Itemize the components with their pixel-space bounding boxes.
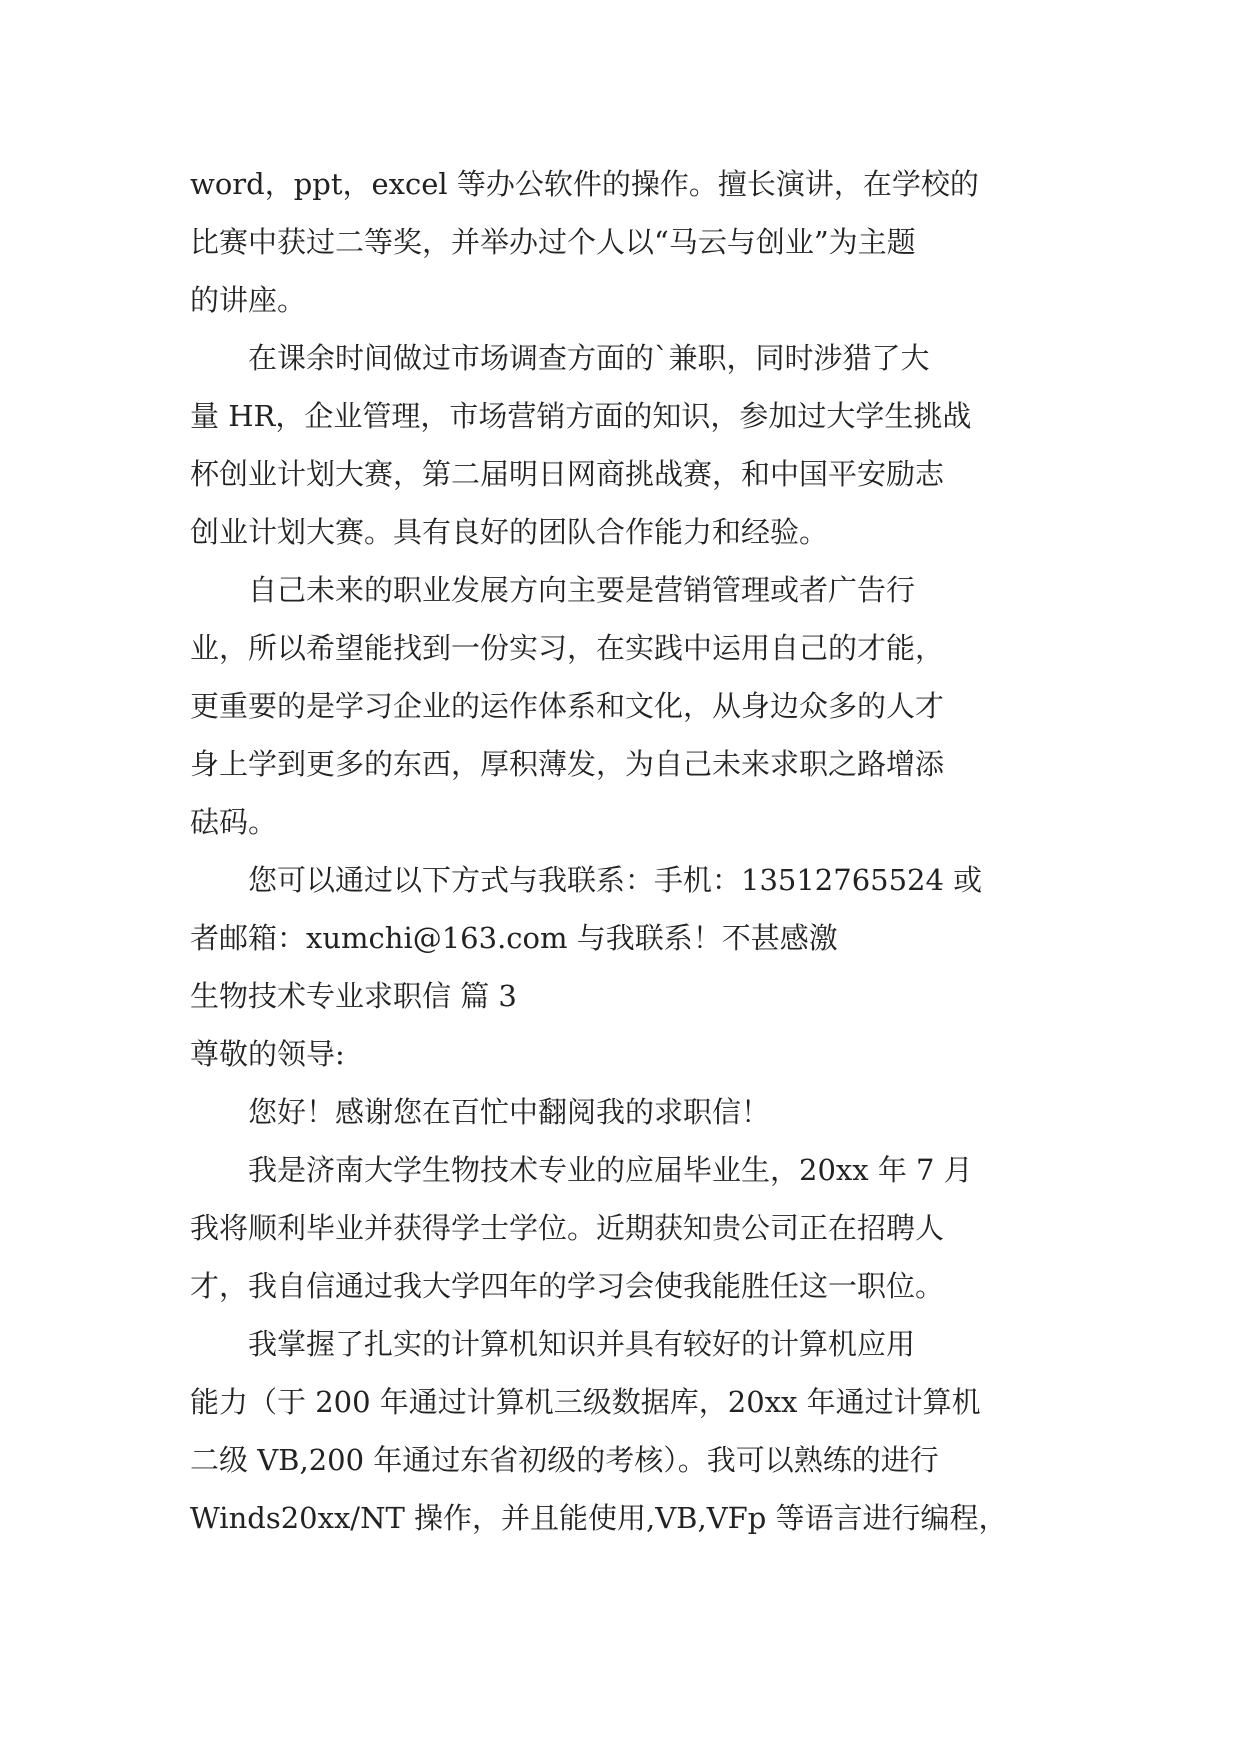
- text-line: 的讲座。: [190, 283, 307, 317]
- text-line: 我掌握了扎实的计算机知识并具有较好的计算机应用: [190, 1327, 916, 1361]
- text-line: 更重要的是学习企业的运作体系和文化，从身边众多的人才: [190, 689, 945, 723]
- text-line: 才，我自信通过我大学四年的学习会使我能胜任这一职位。: [190, 1269, 945, 1303]
- text-line: 业，所以希望能找到一份实习，在实践中运用自己的才能，: [190, 631, 945, 665]
- text-line: 者邮箱：xumchi@163.com 与我联系！不甚感激: [190, 921, 838, 955]
- text-line: 您可以通过以下方式与我联系：手机：13512765524 或: [190, 863, 983, 897]
- section-heading: 生物技术专业求职信 篇 3: [190, 979, 517, 1013]
- text-line: 我是济南大学生物技术专业的应届毕业生，20xx 年 7 月: [190, 1153, 973, 1187]
- text-line: 比赛中获过二等奖，并举办过个人以“马云与创业”为主题: [190, 225, 916, 259]
- text-line: Winds20xx/NT 操作，并且能使用,VB,VFp 等语言进行编程，: [190, 1501, 1008, 1535]
- salutation: 尊敬的领导:: [190, 1037, 345, 1071]
- text-line: 能力（于 200 年通过计算机三级数据库，20xx 年通过计算机: [190, 1385, 981, 1419]
- text-line: 创业计划大赛。具有良好的团队合作能力和经验。: [190, 515, 829, 549]
- document-body: [190, 155, 1070, 1547]
- text-line: word，ppt，excel 等办公软件的操作。擅长演讲，在学校的: [190, 167, 979, 201]
- text-line: 量 HR，企业管理，市场营销方面的知识，参加过大学生挑战: [190, 399, 972, 433]
- text-line: 我将顺利毕业并获得学士学位。近期获知贵公司正在招聘人: [190, 1211, 945, 1245]
- text-line: 在课余时间做过市场调查方面的`兼职，同时涉猎了大: [190, 341, 930, 375]
- text-line: 身上学到更多的东西，厚积薄发，为自己未来求职之路增添: [190, 747, 945, 781]
- text-line: 杯创业计划大赛，第二届明日网商挑战赛，和中国平安励志: [190, 457, 945, 491]
- text-line: 您好！感谢您在百忙中翻阅我的求职信！: [190, 1095, 771, 1129]
- text-line: 自己未来的职业发展方向主要是营销管理或者广告行: [190, 573, 916, 607]
- text-line: 砝码。: [190, 805, 278, 839]
- text-line: 二级 VB,200 年通过东省初级的考核）。我可以熟练的进行: [190, 1443, 939, 1477]
